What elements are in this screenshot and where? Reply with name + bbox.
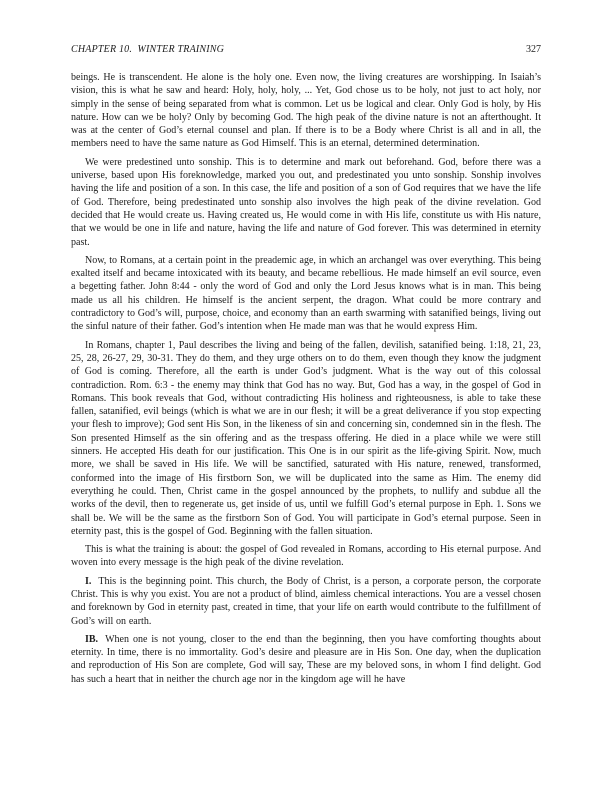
body-paragraph-outline-IB — [71, 633, 541, 686]
paragraph-text: In Romans, chapter 1, Paul describes the living and being of the fallen, devilish, satanified being. 1:18, 21, 23, 25, 28, 26-27, 29, 30-31. They do them, and they urge others on to do them, even though they know the judgment of God is coming. Therefore, all the earth is under God’s judgment. What is the way out of this colossal contradiction. Rom. 6:3 - the enemy may think that God has no way. But, God has a way, in the gospel of God in Romans. This book reveals that God, without contradicting His holiness and righteousness, is able to take these fallen, satanified, evil beings (which is what we are in our flesh; it will be a great deliverance if you stop expecting your flesh to improve); God sent His Son, in the likeness of sin and concerning sin, condemned sin in the flesh. The Son presented Himself as the sin offering and as the trespass offering. He died in a place while we were still sinners. He accepted His death for our justification. This One is in our spirit as the life-giving Spirit. Now, much more, we shall be saved in His life. We will be sanctified, saturated with His nature, renewed, transformed, conformed into the image of His firstborn Son, we will be duplicated into the same as Him. The enemy did everything he could. Then, Christ came in the gospel announced by the prophets, to nullify and subdue all the works of the devil, then to regenerate us, get inside of us, until we fulfill God’s eternal purpose in Eph. 1. Sons we shall be. We will be the same as the firstborn Son of God. You will participate in God’s eternal purpose. Seen in eternity past, this is the gospel of God. Beginning with the fallen situation. — [71, 339, 541, 537]
chapter-header: CHAPTER 10. WINTER TRAINING — [71, 44, 225, 55]
paragraph-text: We were predestined unto sonship. This is to determine and mark out beforehand. God, before there was a universe, based upon His foreknowledge, marked you out, and predestinated you unto sonship. Sonship involves having the life and position of a son. In this case, the life and position of a son of God requires that we have the life of God. Therefore, being predestinated unto sonship also involves the high peak of the divine revelation. God decided that He would create us. Having created us, He would come in with His life, constitute us with His nature, that we would be one in life and nature, having the life and nature of God forever. This was determined in eternity past. — [71, 156, 541, 248]
body-paragraph — [71, 543, 541, 570]
body-paragraph — [71, 156, 541, 249]
body-paragraph-continuation — [71, 71, 541, 151]
body-paragraph — [71, 254, 541, 334]
body-paragraph — [71, 339, 541, 538]
outline-marker: I. — [85, 575, 92, 587]
outline-marker: IB. — [85, 633, 99, 645]
paragraph-text: This is what the training is about: the gospel of God revealed in Romans, according to His eternal purpose. And woven into every message is the high peak of the divine revelation. — [71, 544, 541, 569]
paragraph-text: When one is not young, closer to the end than the beginning, then you have comforting thoughts about eternity. In time, there is no immortality. God’s desire and pleasure are in His Son. One day, when the duplication and reproduction of His Son are complete, God will say, These are my beloved sons, in whom I find delight. God has such a heart that in neither the church age nor in the kingdom age will he have — [71, 633, 541, 685]
paragraph-text: Now, to Romans, at a certain point in the preademic age, in which an archangel was over everything. This being exalted itself and became intoxicated with its beauty, and became rebellious. He made himself an evil source, even a begetting father. John 8:44 - only the word of God and only the Lord Jesus knows what is in man. This being made us all his children. He himself is the ancient serpent, the dragon. What could be more contrary and contradictory to God’s will, purpose, choice, and economy than an earth swarming with satanified beings, living out the sinful nature of their father. God’s intention when He made man was that he would express Him. — [71, 254, 541, 333]
running-header — [71, 44, 541, 55]
page-content — [71, 44, 541, 691]
paragraph-text: This is the beginning point. This church, the Body of Christ, is a person, a corporate person, the corporate Christ. This is why you exist. You are not a product of blind, aimless chemical interactions. You are a vessel chosen and foreknown by God in eternity past, created in time, that your life on earth would contribute to the fulfillment of God’s will on earth. — [71, 575, 541, 627]
paragraph-text: beings. He is transcendent. He alone is the holy one. Even now, the living creatures are worshipping. In Isaiah’s vision, this is what he saw and heard: Holy, holy, holy, ... Yet, God chose us to be holy, not just to act holy, nor simply in the sense of being separated from what is common. Let us be logical and clear. Only God is holy, by His nature. How can we be holy? Only by becoming God. The high peak of the divine nature is not an afterthought. It was at the center of God’s eternal counsel and plan. If there is to be a Body where Christ is all and in all, the members need to have the same nature as God Himself. This is an eternal, determined determination. — [71, 72, 541, 150]
body-paragraph-outline-I — [71, 575, 541, 628]
body-text — [71, 71, 541, 686]
page-number: 327 — [526, 44, 541, 55]
